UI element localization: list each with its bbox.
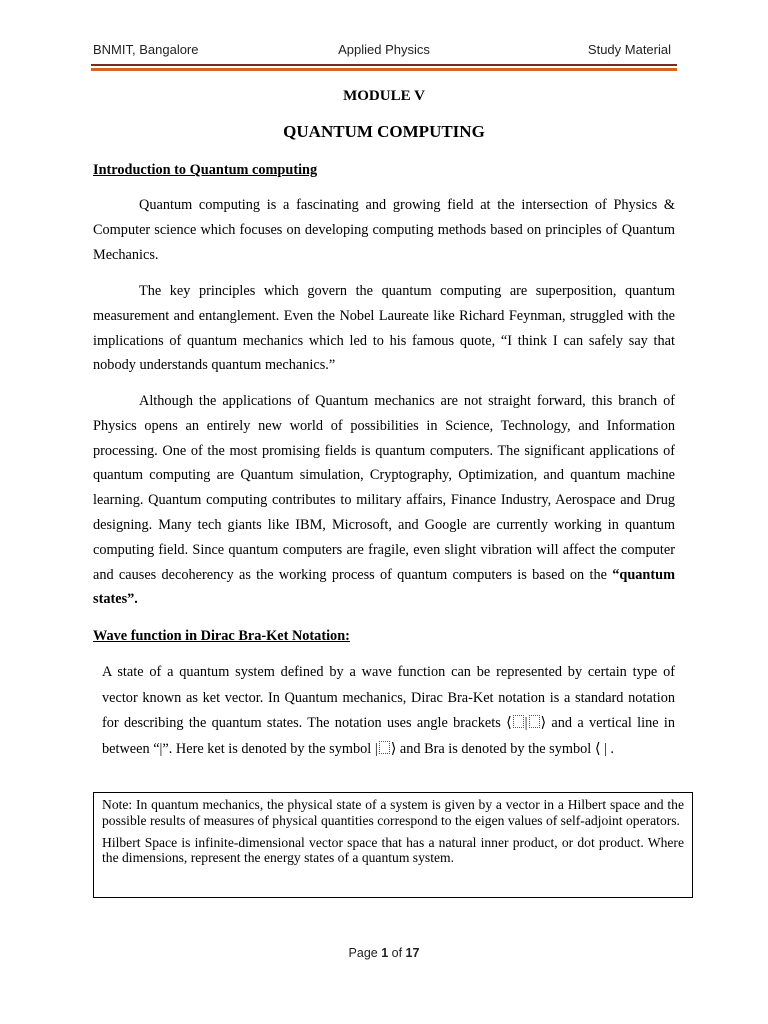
paragraph-intro-3: Although the applications of Quantum mechanics are not straight forward, this branch of Physics opens an entirely new world of possibilities in Science, Technology, and Information processing. One of the most promising fields is quantum computers. The significant applications of quantum computing are Quantum simulation, Cryptography, Optimization, and quantum machine learning. Quantum computing contributes to military affairs, Finance Industry, Aerospace and Drug designing. Many tech giants like IBM, Microsoft, and Google are currently working in quantum computing field. Since quantum computers are fragile, even slight vibration will affect the computer and causes decoherency as the working process of quantum computers is based on the “quantum states”.: [93, 393, 675, 608]
note-paragraph-space: Hilbert Space is infinite-dimensional vector space that has a natural inner product, or dot product. Where the dimensions, represent the energy states of a quantum system.: [102, 834, 684, 866]
placeholder-glyph-icon: [529, 715, 540, 728]
section-heading-bra-ket: Wave function in Dirac Bra-Ket Notation:: [93, 628, 350, 644]
note-box: [93, 792, 693, 898]
quantum-states-bold: “quantum states”.: [93, 566, 675, 608]
paragraph-intro-1: Quantum computing is a fascinating and growing field at the intersection of Physics & Computer science which focuses on developing computing methods based on principles of Quantum Mechanics.: [93, 197, 675, 263]
header-institution: BNMIT, Bangalore: [93, 42, 199, 57]
header-subject: Applied Physics: [338, 42, 430, 57]
paragraph-bra-ket: A state of a quantum system defined by a wave function can be represented by certain type of vector known as ket vector. In Quantum mechanics, Dirac Bra-Ket notation is a standard notation for describing the quantum states. The notation uses angle brackets ⟨ | ⟩ and a vertical line in between “|”. Here ket is denoted by the symbol | ⟩ and Bra is denoted by the symbol ⟨ | .: [102, 664, 676, 757]
paragraph-intro-2: The key principles which govern the quantum computing are superposition, quantum measurement and entanglement. Even the Nobel Laureate like Richard Feynman, struggled with the implications of quantum mechanics which led to his famous quote, “I think I can safely say that nobody understands quantum mechanics.”: [93, 283, 675, 374]
module-label: MODULE V: [343, 88, 425, 104]
header-rule-dark: [91, 64, 677, 66]
total-pages: 17: [405, 946, 420, 960]
note-paragraph-hilbert: Note: In quantum mechanics, the physical state of a system is given by a vector in a Hilbert space and the possible results of measures of physical quantities correspond to the eigen values of self-adjoint operators.: [102, 797, 684, 828]
current-page-number: 1: [381, 946, 389, 960]
header-material: Study Material: [587, 42, 671, 57]
header-rule-orange: [91, 68, 677, 71]
page-title: QUANTUM COMPUTING: [283, 122, 485, 141]
section-heading-intro: Introduction to Quantum computing: [93, 162, 318, 178]
page-footer: Page 1 of 17: [348, 946, 420, 960]
placeholder-glyph-icon: [379, 741, 390, 754]
placeholder-glyph-icon: [513, 715, 524, 728]
